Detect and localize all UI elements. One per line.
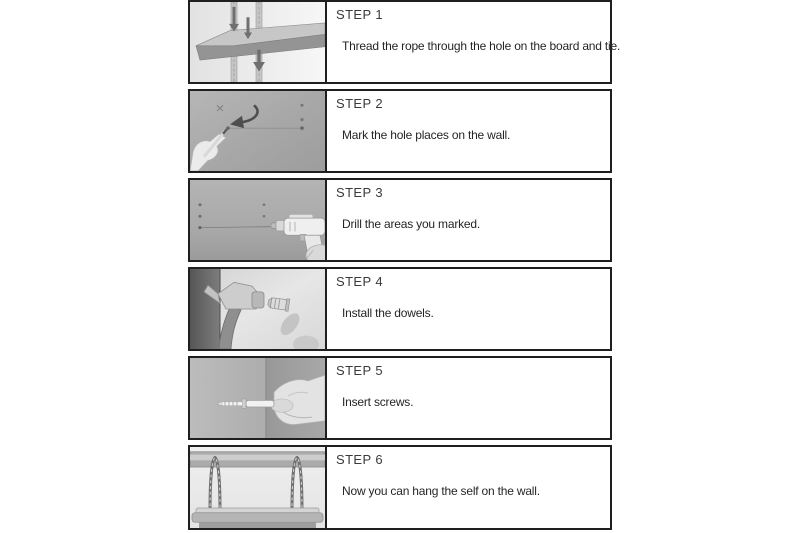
shelf-board-ropes-icon [190, 2, 325, 82]
step-description: Install the dowels. [342, 306, 434, 320]
step-text-area [327, 358, 610, 438]
step-panel-3 [188, 178, 612, 262]
step-label: STEP 2 [336, 96, 383, 111]
step-label: STEP 1 [336, 7, 383, 22]
step-description: Now you can hang the self on the wall. [342, 484, 540, 498]
hanging-shelf-illustration [190, 447, 327, 528]
hanging-shelf-icon [190, 447, 325, 528]
hammer-dowel-illustration [190, 269, 327, 349]
step-text-area [327, 180, 610, 260]
screwdriver-icon [190, 358, 325, 438]
step-description: Drill the areas you marked. [342, 217, 480, 231]
step-text-area [327, 2, 621, 82]
step-description: Insert screws. [342, 395, 414, 409]
step-label: STEP 6 [336, 452, 383, 467]
step-panel-6 [188, 445, 612, 530]
step-panel-5 [188, 356, 612, 440]
mark-wall-illustration [190, 91, 327, 171]
step-text-area [327, 447, 610, 528]
step-panel-1 [188, 0, 621, 84]
pencil-marking-icon [190, 91, 325, 171]
instruction-sheet [188, 0, 621, 530]
step-label: STEP 5 [336, 363, 383, 378]
step-panel-2 [188, 89, 612, 173]
step-panel-4 [188, 267, 612, 351]
step-description: Thread the rope through the hole on the board and tie. [342, 39, 621, 53]
shelf-board-ropes-illustration [190, 2, 327, 82]
step-label: STEP 3 [336, 185, 383, 200]
insert-screw-illustration [190, 358, 327, 438]
step-text-area [327, 269, 610, 349]
step-label: STEP 4 [336, 274, 383, 289]
step-description: Mark the hole places on the wall. [342, 128, 511, 142]
hammer-icon [190, 269, 325, 349]
step-text-area [327, 91, 610, 171]
drill-icon [190, 180, 325, 260]
drill-wall-illustration [190, 180, 327, 260]
